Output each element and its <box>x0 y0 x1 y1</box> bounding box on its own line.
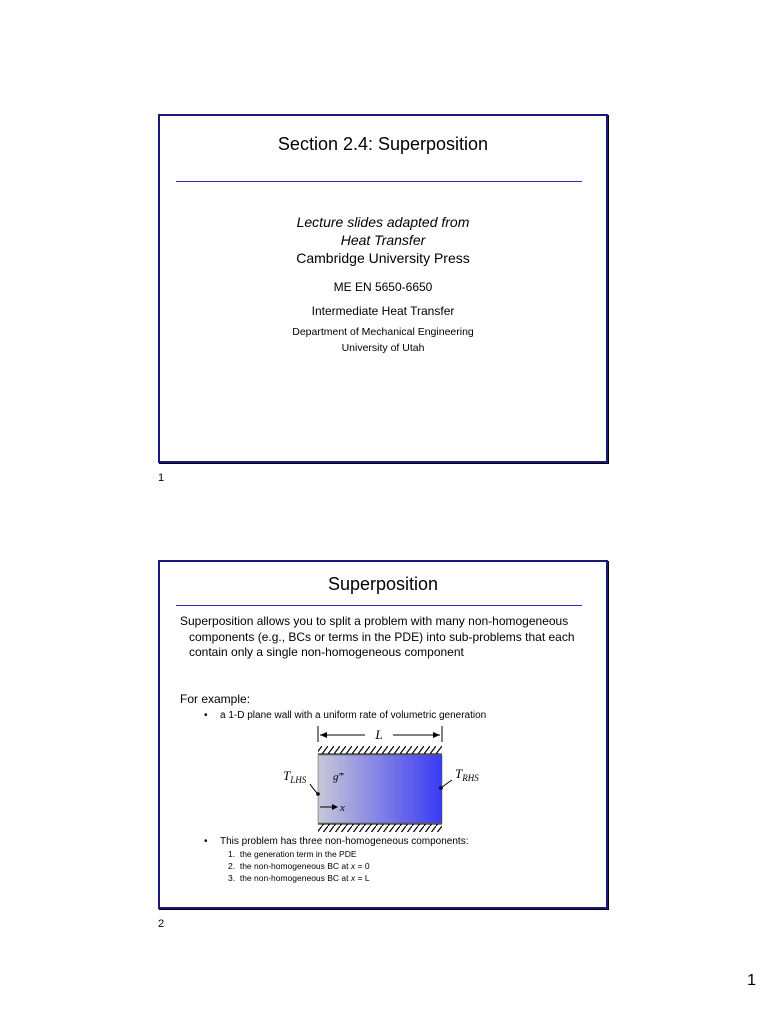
source-book-title: Heat Transfer <box>340 232 426 248</box>
wall-body <box>318 755 442 823</box>
bottom-insulation <box>318 824 442 832</box>
source-line-1: Lecture slides adapted from <box>296 214 470 230</box>
slide-2-number: 2 <box>158 918 165 930</box>
left-leader <box>310 784 318 794</box>
component-item-2: 2. the non-homogeneous BC at x = 0 <box>228 861 370 871</box>
x-label: x <box>340 802 345 814</box>
slide-2-title: Superposition <box>327 574 439 594</box>
top-insulation <box>318 746 442 754</box>
component-item-1: 1. the generation term in the PDE <box>228 849 357 859</box>
superposition-definition: Superposition allows you to split a problem with many non-homogeneous components (e.g., BCs or terms in the PDE) into sub-problems that each contain only a single non-homogeneous component <box>180 614 575 659</box>
generation-label: g‴ <box>333 771 344 783</box>
component-item-3: 3. the non-homogeneous BC at x = L <box>228 873 370 883</box>
department: Department of Mechanical Engineering <box>292 326 474 338</box>
title-divider <box>176 181 582 182</box>
components-bullet: This problem has three non-homogeneous components: <box>220 836 469 847</box>
slide-1 <box>158 114 608 463</box>
page-number: 1 <box>747 972 756 989</box>
example-bullet: a 1-D plane wall with a uniform rate of volumetric generation <box>220 710 487 721</box>
university: University of Utah <box>341 342 425 354</box>
course-code: ME EN 5650-6650 <box>333 280 433 294</box>
length-label: L <box>375 727 383 742</box>
slide-1-number: 1 <box>158 472 165 484</box>
right-leader <box>441 780 452 788</box>
example-heading: For example: <box>180 692 251 706</box>
publisher: Cambridge University Press <box>296 250 470 266</box>
bullet-marker: • <box>204 710 208 721</box>
course-name: Intermediate Heat Transfer <box>311 304 455 318</box>
slide-2 <box>158 560 608 909</box>
slide-1-title: Section 2.4: Superposition <box>277 134 489 154</box>
t-lhs-label: $T_{LHS}$ <box>283 768 307 785</box>
bullet-marker: • <box>204 836 208 847</box>
t-rhs-label: $T_{RHS}$ <box>455 766 479 783</box>
